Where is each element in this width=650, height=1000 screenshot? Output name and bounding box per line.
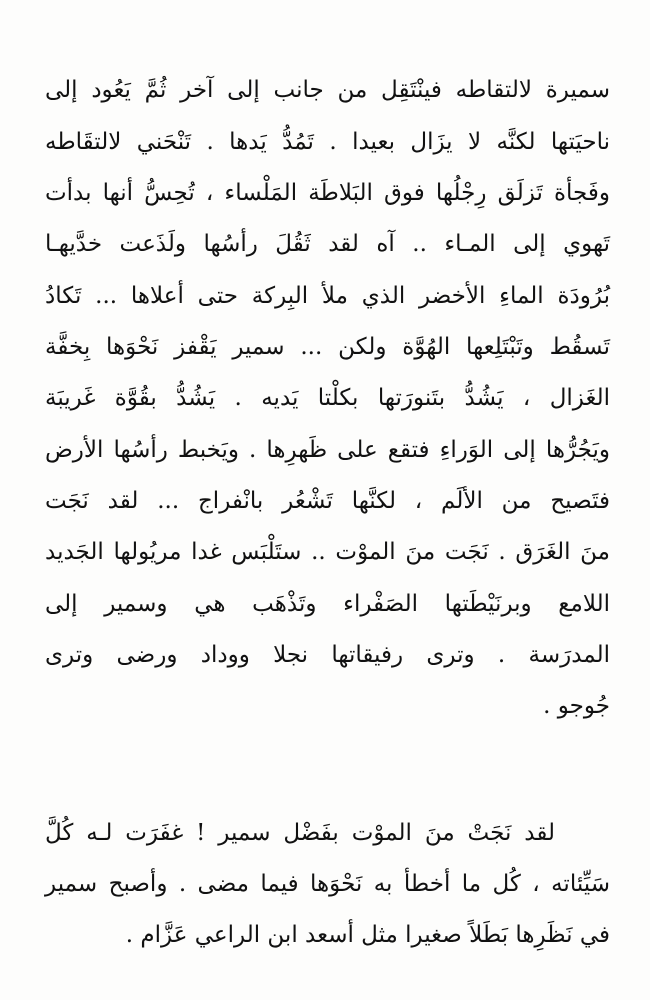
paragraph-2-line-1: لقد نَجَتْ منَ الموْت بفَضْل سمير ! غفَرَت لـه كُلَّ	[45, 820, 555, 846]
paragraph-2-line-3: في نَظَرِها بَطَلاً صغيرا مثل أسعد ابن الراعي عَزَّام .	[125, 922, 610, 948]
paragraph-1-line-9: فتَصيح من الألَم ، لكنَّها تَشْعُر بانْفراج ... لقد نَجَت	[45, 488, 610, 514]
paragraph-1-line-2: ناحيَتها لكنَّه لا يزَال بعيدا . تَمُدُّ يَدها . تَنْحَني لالتقَاطه	[45, 129, 610, 155]
paragraph-1-line-1: سميرة لالتقاطه فينْتَقِل من جانب إلى آخر ثُمَّ يَعُود إلى	[45, 77, 610, 103]
paragraph-1-line-6: تَسقُط وتَبْتَلِعها الهُوَّة ولكن ... سمير يَقْفز نَحْوَها بِخفَّة	[45, 334, 610, 360]
paragraph-1-line-11: اللامع وبرنَيْطَتها الصَفْراء وتَذْهَب هي وسمير إلى	[45, 591, 610, 617]
paragraph-1-line-3: وفَجأة تَزلَق رِجْلُها فوق البَلاطَة المَلْساء ، تُحِسُّ أنها بدأت	[45, 180, 610, 206]
paragraph-1-line-7: الغَزال ، يَشُدُّ بتَنورَتها بكلْتا يَديه . يَشُدُّ بقُوَّة غَريبَة	[45, 385, 610, 411]
paragraph-1-line-10: منَ الغَرَق . نَجَت منَ الموْت .. ستَلْبَس غدا مريُولها الجَديد	[45, 539, 610, 565]
paragraph-1-line-12: المدرَسة . وترى رفيقاتها نجلا ووداد ورضى وترى	[45, 642, 610, 668]
paragraph-1-line-4: تَهوي إلى المـاء .. آه لقد ثَقُلَ رأسُها ولَذَعت خدَّيهـا	[45, 231, 610, 257]
paragraph-1-line-13: جُوجو .	[543, 693, 610, 719]
paragraph-1-line-5: بُرُودَة الماءِ الأخضر الذي ملأ البِركة حتى أعلاها ... تَكادُ	[45, 283, 610, 309]
paragraph-1-line-8: ويَجُرُّها إلى الوَراءِ فتقع على ظَهرِها . ويَخبط رأسُها الأرض	[45, 437, 610, 463]
paragraph-2-line-2: سَيِّئاته ، كُل ما أخطأ به نَحْوَها فيما مضى . وأصبح سمير	[45, 871, 610, 897]
